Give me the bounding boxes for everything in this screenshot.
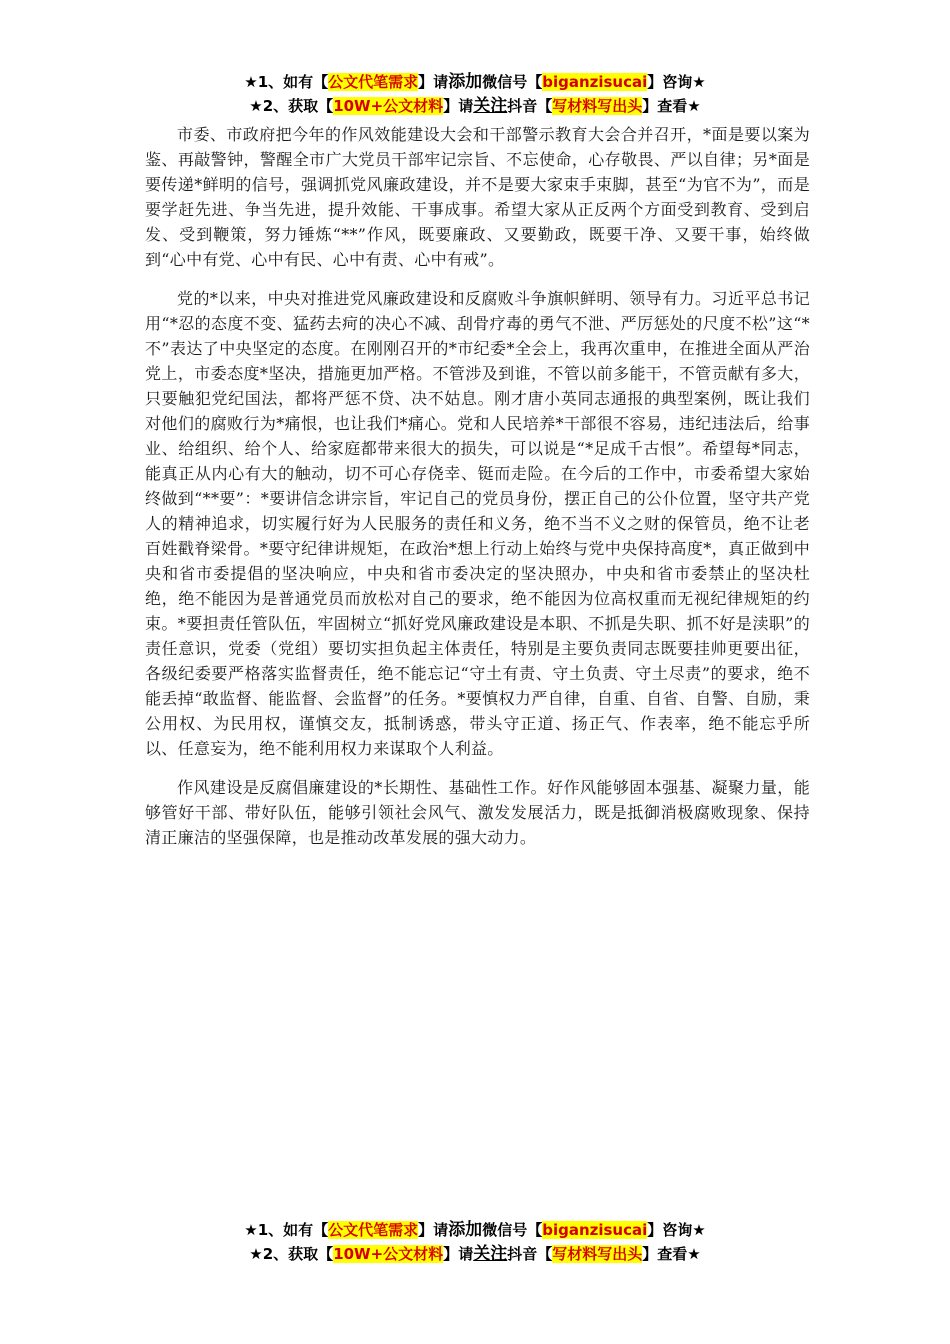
header-banner (0, 70, 950, 118)
footer-line-1-prefix: ★1、如有【 (244, 1221, 329, 1239)
footer-banner-line-1 (0, 1218, 950, 1242)
banner-line-2-highlight-douyin: 写材料写出头 (552, 97, 643, 115)
banner-line-2-mid1: 】请 (443, 97, 474, 115)
footer-line-1-emphasis: 添加 (448, 1220, 483, 1240)
footer-line-2-mid2: 抖音【 (507, 1245, 553, 1263)
paragraph-2: 党的*以来，中央对推进党风廉政建设和反腐败斗争旗帜鲜明、领导有力。习近平总书记用“*忍的态度不变、猛药去疴的决心不减、刮骨疗毒的勇气不泄、严厉惩处的尺度不松”这“*不”表达了中央坚定的态度。在刚刚召开的*市纪委*全会上，我再次重申，在推进全面从严治党上，市委态度*坚决，措施更加严格。不管涉及到谁，不管以前多能干，不管贡献有多大，只要触犯党纪国法，都将严惩不贷、决不姑息。刚才唐小英同志通报的典型案例，既让我们对他们的腐败行为*痛恨，也让我们*痛心。党和人民培养*干部很不容易，违纪违法后，给事业、给组织、给个人、给家庭都带来很大的损失，可以说是“*足成千古恨”。希望每*同志，能真正从内心有大的触动，切不可心存侥幸、铤而走险。在今后的工作中，市委希望大家始终做到“**要”：*要讲信念讲宗旨，牢记自己的党员身份，摆正自己的公仆位置，坚守共产党人的精神追求，切实履行好为人民服务的责任和义务，绝不当不义之财的保管员，绝不让老百姓戳脊梁骨。*要守纪律讲规矩，在政治*想上行动上始终与党中央保持高度*，真正做到中央和省市委提倡的坚决响应，中央和省市委决定的坚决照办，中央和省市委禁止的坚决杜绝，绝不能因为是普通党员而放松对自己的要求，绝不能因为位高权重而无视纪律规矩的约束。*要担责任管队伍，牢固树立“抓好党风廉政建设是本职、不抓是失职、抓不好是渎职”的责任意识，党委（党组）要切实担负起主体责任，特别是主要负责同志既要挂帅更要出征，各级纪委要严格落实监督责任，绝不能忘记“守土有责、守土负责、守土尽责”的要求，绝不能丢掉“敢监督、能监督、会监督”的任务。*要慎权力严自律，自重、自省、自警、自励，秉公用权、为民用权，谨慎交友，抵制诱惑，带头守正道、扬正气、作表率，绝不能忘乎所以、任意妄为，绝不能利用权力来谋取个人利益。 (145, 289, 810, 758)
banner-line-2-emphasis: 关注 (473, 96, 508, 116)
banner-line-1-mid1: 】请 (418, 73, 449, 91)
footer-line-2-prefix: ★2、获取【 (249, 1245, 334, 1263)
banner-line-1 (0, 70, 950, 94)
document-body (145, 122, 810, 864)
banner-line-2 (0, 94, 950, 118)
banner-line-1-emphasis: 添加 (448, 72, 483, 92)
footer-line-2-highlight-materials: 10W+公文材料 (333, 1245, 444, 1263)
footer-banner-line-2 (0, 1242, 950, 1266)
footer-line-1-mid2: 微信号【 (482, 1221, 543, 1239)
paragraph-1: 市委、市政府把今年的作风效能建设大会和干部警示教育大会合并召开，*面是要以案为鉴、再敲警钟，警醒全市广大党员干部牢记宗旨、不忘使命，心存敬畏、严以自律；另*面是要传递*鲜明的信号，强调抓党风廉政建设，并不是要大家束手束脚，甚至“为官不为”，而是要学赶先进、争当先进，提升效能、干事成事。希望大家从正反两个方面受到教育、受到启发、受到鞭策，努力锤炼“**”作风，既要廉政、又要勤政，既要干净、又要干事，始终做到“心中有党、心中有民、心中有责、心中有戒”。 (145, 125, 810, 269)
banner-line-1-suffix: 】咨询★ (647, 73, 706, 91)
banner-line-1-mid2: 微信号【 (482, 73, 543, 91)
banner-line-1-highlight-wechat: biganzisucai (542, 73, 648, 91)
footer-line-1-suffix: 】咨询★ (647, 1221, 706, 1239)
footer-line-2-emphasis: 关注 (473, 1244, 508, 1264)
footer-line-2-mid1: 】请 (443, 1245, 474, 1263)
banner-line-2-mid2: 抖音【 (507, 97, 553, 115)
banner-line-1-prefix: ★1、如有【 (244, 73, 329, 91)
footer-line-1-highlight-wechat: biganzisucai (542, 1221, 648, 1239)
banner-line-2-prefix: ★2、获取【 (249, 97, 334, 115)
banner-line-2-highlight-materials: 10W+公文材料 (333, 97, 444, 115)
banner-line-2-suffix: 】查看★ (642, 97, 701, 115)
paragraph-3: 作风建设是反腐倡廉建设的*长期性、基础性工作。好作风能够固本强基、凝聚力量，能够管好干部、带好队伍，能够引领社会风气、激发发展活力，既是抵御消极腐败现象、保持清正廉洁的坚强保障，也是推动改革发展的强大动力。 (145, 778, 810, 847)
footer-line-2-suffix: 】查看★ (642, 1245, 701, 1263)
footer-banner (0, 1218, 950, 1266)
footer-line-1-highlight-service: 公文代笔需求 (328, 1221, 419, 1239)
footer-line-1-mid1: 】请 (418, 1221, 449, 1239)
footer-line-2-highlight-douyin: 写材料写出头 (552, 1245, 643, 1263)
banner-line-1-highlight-service: 公文代笔需求 (328, 73, 419, 91)
